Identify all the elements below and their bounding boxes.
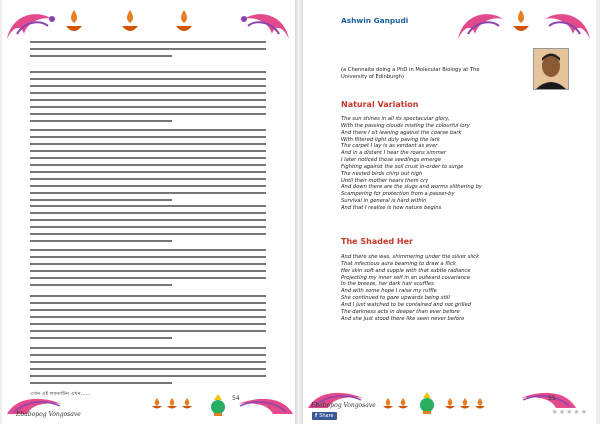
diya-lamp-icon	[152, 398, 162, 410]
left-page	[2, 0, 295, 424]
page-number: 55	[548, 395, 556, 402]
author-affiliation: (a Chennaite doing a PhD in Molecular Biology at The University of Edinburgh)	[341, 67, 480, 80]
bengali-paragraph	[30, 290, 266, 339]
diya-lamp-icon	[445, 398, 455, 410]
poem-line: And there she was, shimmering under the silver slick	[341, 254, 480, 260]
bengali-paragraph	[30, 124, 266, 201]
rating-stars[interactable]: ★★★★★	[551, 408, 588, 416]
poem-line: I later noticed those seedlings emerge	[341, 157, 442, 164]
poem-line: And down there are the slugs and worms slithering by	[341, 184, 482, 191]
book-gutter	[295, 0, 303, 424]
bengali-paragraph	[30, 66, 266, 122]
magazine-brand: Ebabopog Vongosave	[16, 411, 81, 418]
poem-body	[341, 254, 571, 322]
swirl-ornament-icon	[511, 388, 581, 410]
poem-line: Survival in general is hard within	[341, 198, 427, 205]
poem-line: The nested birds chirp out high	[341, 170, 423, 177]
diya-lamp-icon	[64, 8, 84, 36]
poem-line: With filtered light duly paving the lark	[341, 136, 440, 143]
page-number: 54	[232, 395, 240, 402]
share-label: Share	[319, 413, 334, 419]
poem-line: And she just stood there like seen never before	[341, 315, 465, 322]
poem-line: The darkness acts in deeper than ever before	[341, 308, 460, 315]
diya-lamp-icon	[460, 398, 470, 410]
author-photo	[533, 48, 569, 90]
bengali-paragraph	[30, 342, 266, 384]
diya-lamp-icon	[167, 398, 177, 410]
poem-line: Fighting against the soil crust in-order to surge	[341, 163, 464, 170]
poem-line: With the passing clouds misting the colourful lory	[341, 122, 470, 129]
poem-line: Projecting my inner self in an outward covariance	[341, 274, 471, 281]
kalash-pot-icon	[208, 392, 228, 418]
portrait-icon	[534, 49, 568, 89]
right-page	[303, 0, 596, 424]
poem-line: That infectious aura beaming to draw a flick	[341, 260, 456, 267]
bengali-paragraph	[30, 200, 266, 242]
poem-title: Natural Variation	[341, 100, 419, 109]
footer-lamp-row	[152, 398, 192, 412]
facebook-icon: f	[315, 413, 318, 419]
signoff-text: এখন এই লকডাউন এখন……	[30, 391, 91, 397]
diya-lamp-icon	[511, 8, 531, 36]
bengali-paragraph	[30, 244, 266, 286]
diya-lamp-icon	[475, 398, 485, 410]
poem-line: And that I realise is how nature begins	[341, 204, 442, 211]
poem-line: And there I sit leaning against the coarse bark	[341, 129, 462, 136]
poem-line: And I just watched to be contained and not grilled	[341, 301, 471, 308]
diya-lamp-icon	[383, 398, 393, 410]
swirl-ornament-icon	[453, 4, 513, 44]
bengali-paragraph	[30, 36, 266, 57]
poem-line: And with some hope I raise my ruffle	[341, 288, 437, 295]
poem-title: The Shaded Her	[341, 237, 413, 246]
poem-line: Her skin soft and supple with that subtle radiance	[341, 267, 471, 274]
footer-lamp-row	[445, 398, 485, 412]
poem-line: Until their mother hears them cry	[341, 177, 429, 184]
poem-line: Scampering for protection from a passer-by	[341, 191, 455, 198]
poem-line: She continued to gaze upwards being still	[341, 295, 450, 302]
poem-body	[341, 116, 571, 212]
swirl-ornament-icon	[535, 4, 595, 44]
kalash-pot-icon	[417, 390, 437, 416]
facebook-share-button[interactable]	[312, 412, 337, 420]
footer-lamp-row	[383, 398, 408, 412]
diya-lamp-icon	[182, 398, 192, 410]
diya-lamp-icon	[120, 8, 140, 36]
poem-line: The carpet I lay is as verdant as ever	[341, 143, 438, 150]
magazine-brand: Ebabopog Vongosave	[311, 402, 376, 409]
author-name: Ashwin Ganpudi	[341, 16, 409, 25]
diya-lamp-icon	[174, 8, 194, 36]
diya-lamp-icon	[398, 398, 408, 410]
poem-line: And in a distant I hear the roans simmer	[341, 150, 447, 157]
poem-line: In the breeze, her dark hair scuffles	[341, 281, 434, 288]
poem-line: The sun shines in all its spectacular glory,	[341, 116, 450, 122]
